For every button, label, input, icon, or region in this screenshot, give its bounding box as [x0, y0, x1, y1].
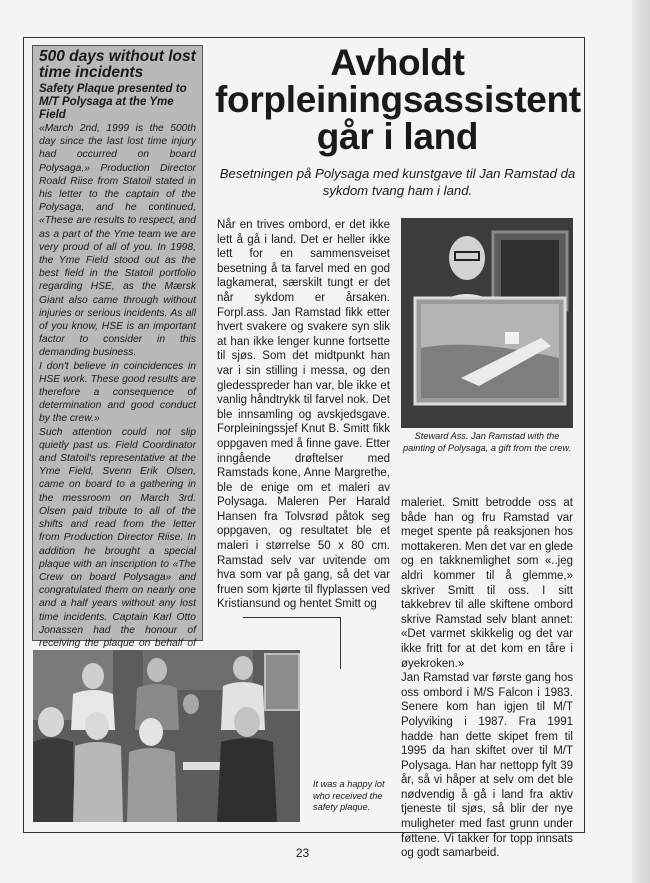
- sidebar-heading: 500 days without lost time incidents: [39, 48, 196, 81]
- article-lede: Besetningen på Polysaga med kunstgave til Jan Ramstad da sykdom tvang ham i land.: [219, 166, 576, 198]
- photo-steward-illustration: [401, 218, 573, 428]
- caption-pointer-line: [243, 617, 340, 618]
- photo-crew-gathering: [33, 650, 300, 822]
- sidebar-paragraph: Such attention could not slip quietly past us. Field Coordinator and Statoil's representative at the Yme Field, Svenn Erik Olsen, came on board to a gathering in the messroom on March 3rd. Olsen paid tribute to all of the shifts and read from the letter from Production Director Riise. In addition he brought a special plaque with an inscription to «The Crew on board Polysaga» and congratulated them on nearly one and a half years without any lost time incidents. Captain Karl Otto Jonassen had the honour of receiving the plaque on behalf of: [39, 426, 196, 649]
- sidebar-subheading: Safety Plaque presented to M/T Polysaga at the Yme Field: [39, 83, 187, 121]
- sidebar-paragraph: «March 2nd, 1999 is the 500th day since the last lost time injury had occurred on board Polysaga,» Production Director Roald Riise from Statoil stated in his letter to the captain of the Polysaga, and he continued, «These are results to respect, and as a part of the Yme team we are very proud of all of you. In 1998, the Yme Field stood out as the best field in the Statoil portfolio regarding HSE, as the Mærsk Giant also came through without injuries or serious incidents. As all of you know, HSE is an important factor to consider in this demanding business.: [39, 123, 196, 359]
- article-headline: Avholdt forpleiningsassistent går i land: [215, 42, 581, 157]
- page-edge: [632, 0, 650, 883]
- sidebar-paragraph: I don't believe in coincidences in HSE work. These good results are therefore a consequence of determination and good conduct by the crew.»: [39, 360, 196, 425]
- page-number: 23: [295, 846, 310, 860]
- photo-1-caption: Steward Ass. Jan Ramstad with the painting of Polysaga, a gift from the crew.: [402, 431, 572, 453]
- photo-2-caption: It was a happy lot who received the safety plaque.: [313, 779, 385, 812]
- article-paragraph: maleriet. Smitt betrodde oss at både han og fru Ramstad var meget spente på reaksjonen hos mottakeren. Men det var en glede og en takknemlighet som «..jeg aldri kommer til å glemme,» skriver Smitt til oss. I sitt takkebrev til alle skiftene ombord skrive Ramstad selv blant annet: «Det varmet skikkelig og det var ikke fritt for at det kom en tåre i øyekroken.»: [401, 497, 573, 670]
- photo-crew-illustration: [33, 650, 300, 822]
- article-paragraph: Jan Ramstad var første gang hos oss ombord i M/S Falcon i 1983. Senere kom han igjen til M/T Polyviking i 1987. Fra 1991 hadde han dette skipet frem til 1995 da han skiftet over til M/T Polysaga. Han har nettopp fylt 39 år, så vi håper at selv om det ble nødvendig å gå i land fra aktiv tjeneste til sjøs, så blir der nye muligheter med fast grunn under føttene. Vi takker for topp innsats og godt samarbeid.: [401, 672, 573, 860]
- photo-steward-with-painting: [401, 218, 573, 428]
- article-column-2: [401, 496, 573, 861]
- article-column-1: Når en trives ombord, er det ikke lett å gå i land. Det er heller ikke lett for en sammensveiset besetning å ta farvel med en god lagkamerat, særskilt tungt er det når sykdom er årsaken. Forpl.ass. Jan Ramstad fikk etter hvert svakere og svakere syn slik at han ikke lenger kunne fortsette til sjøs. Som det midtpunkt han var i sin stilling i messa, og den gledesspreder han var, ble ikke et vanlig håndtrykk til farvel nok. Det ble innsamling og avskjedsgave. Forpleiningssjef Knut B. Smitt fikk oppgaven med å finne gave. Etter inngående drøftelser med Ramstads kone, Anne Margrethe, ble de enige om et maleri av Polysaga. Maleren Per Harald Hansen fra Tolvsrød påtok seg oppgaven, og resultatet ble et maleri i størrelse 50 x 80 cm. Ramstad selv var uvitende om hva som var på gang, så det var fruen som kjørte til flyplassen ved Kristiansund og hentet Smitt og: [217, 219, 390, 611]
- caption-pointer-line: [340, 617, 341, 669]
- sidebar-box: [32, 45, 203, 649]
